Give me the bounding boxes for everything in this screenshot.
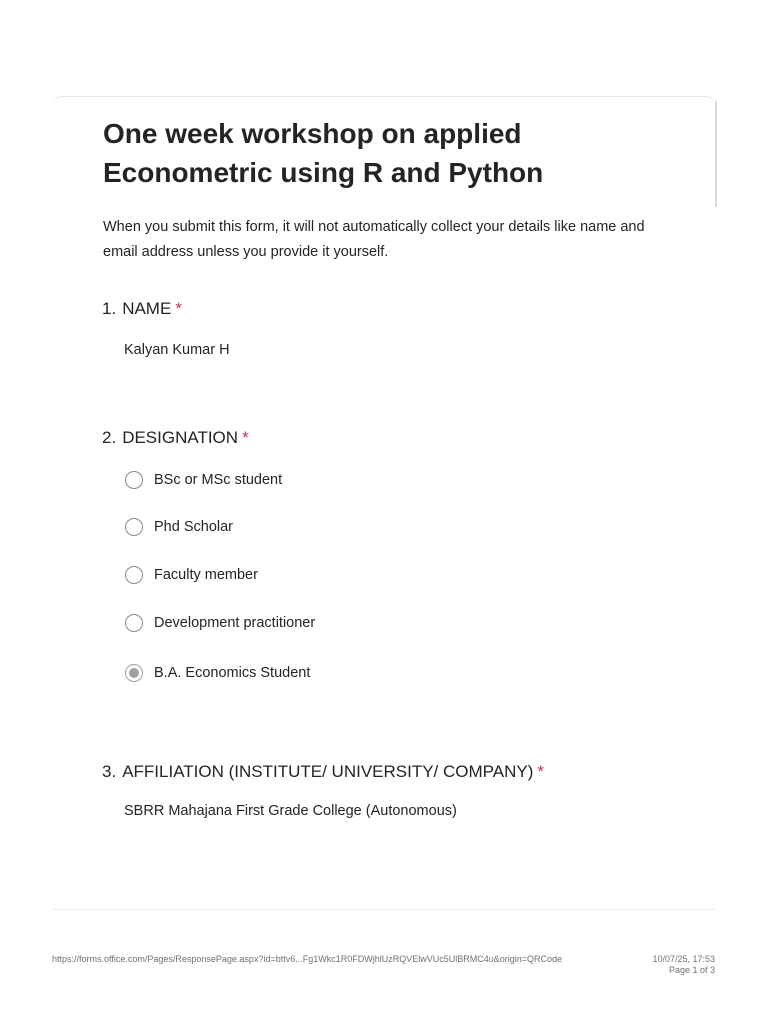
option-label: Development practitioner <box>154 615 316 631</box>
privacy-notice: When you submit this form, it will not automatically collect your details like name and email address unless you provide it yourself. <box>103 219 645 260</box>
card-accent-edge <box>715 101 717 207</box>
radio-unselected[interactable] <box>125 518 143 536</box>
question-affiliation-label <box>102 761 544 783</box>
option-label: BSc or MSc student <box>154 472 283 488</box>
question-designation-label <box>102 427 249 449</box>
option-label: Faculty member <box>154 567 258 583</box>
question-title: AFFILIATION (INSTITUTE/ UNIVERSITY/ COMPANY) <box>122 762 534 781</box>
designation-option-development[interactable] <box>125 612 315 634</box>
designation-option-faculty[interactable] <box>125 564 258 586</box>
question-number: 2. <box>102 428 117 447</box>
page-url: https://forms.office.com/Pages/ResponsePage.aspx?id=bttv6...Fg1Wkc1R0FDWjhlUzRQVElwVUc5UlBRMC4u&origin=QRCode <box>52 954 563 964</box>
required-marker: * <box>537 762 544 781</box>
required-marker: * <box>175 299 182 318</box>
question-number: 3. <box>102 762 117 781</box>
designation-option-ba-economics[interactable] <box>125 662 310 684</box>
designation-option-bsc-msc[interactable] <box>125 469 282 491</box>
radio-unselected[interactable] <box>125 471 143 489</box>
option-label: Phd Scholar <box>154 519 233 535</box>
question-title: NAME <box>122 299 172 318</box>
required-marker: * <box>242 428 249 447</box>
radio-selected[interactable] <box>125 664 143 682</box>
radio-unselected[interactable] <box>125 566 143 584</box>
radio-unselected[interactable] <box>125 614 143 632</box>
form-title: One week workshop on applied Econometric using R and Python <box>103 118 544 188</box>
print-datetime: 10/07/25, 17:53 <box>652 954 715 964</box>
designation-option-phd[interactable] <box>125 516 233 538</box>
affiliation-answer: SBRR Mahajana First Grade College (Autonomous) <box>124 803 457 819</box>
print-info <box>652 954 715 976</box>
page-counter: Page 1 of 3 <box>668 965 715 975</box>
name-answer: Kalyan Kumar H <box>124 342 230 358</box>
option-label: B.A. Economics Student <box>154 665 311 681</box>
question-name-label <box>102 298 182 320</box>
question-number: 1. <box>102 299 117 318</box>
question-title: DESIGNATION <box>122 428 239 447</box>
